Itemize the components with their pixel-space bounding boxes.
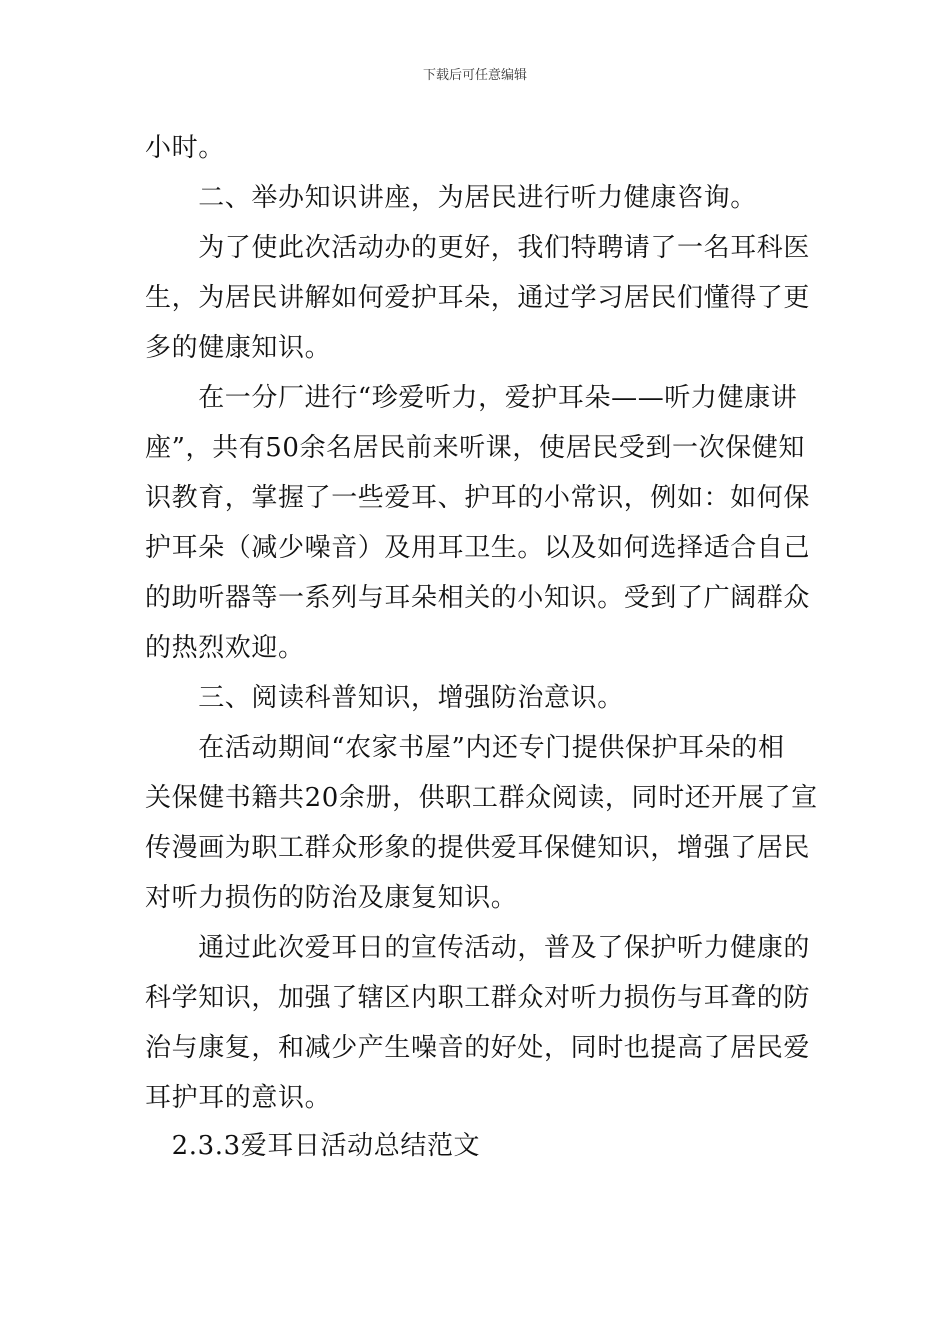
- text-line: 科学知识，加强了辖区内职工群众对听力损伤与耳聋的防: [145, 983, 811, 1013]
- page-header: 下载后可任意编辑: [422, 68, 527, 83]
- text-line: 座”，共有50余名居民前来听课，使居民受到一次保健知: [145, 433, 805, 463]
- text-line: 多的健康知识。: [145, 333, 332, 363]
- text-line: 三、阅读科普知识，增强防治意识。: [145, 683, 624, 713]
- text-line: 为了使此次活动办的更好，我们特聘请了一名耳科医: [145, 233, 811, 263]
- text-line: 的热烈欢迎。: [145, 633, 305, 663]
- text-line: 治与康复，和减少产生噪音的好处，同时也提高了居民爱: [145, 1033, 811, 1063]
- text-line: 二、举办知识讲座，为居民进行听力健康咨询。: [145, 183, 757, 213]
- text-line: 对听力损伤的防治及康复知识。: [145, 883, 518, 913]
- text-line: 通过此次爱耳日的宣传活动，普及了保护听力健康的: [145, 933, 811, 963]
- text-line: 在活动期间“农家书屋”内还专门提供保护耳朵的相: [145, 733, 785, 763]
- text-line: 识教育，掌握了一些爱耳、护耳的小常识，例如：如何保: [145, 483, 811, 513]
- text-line: 在一分厂进行“珍爱听力，爱护耳朵——听力健康讲: [145, 383, 798, 413]
- text-line: 的助听器等一系列与耳朵相关的小知识。受到了广阔群众: [145, 583, 811, 613]
- text-line: 耳护耳的意识。: [145, 1083, 332, 1113]
- text-line: 小时。: [145, 133, 225, 163]
- text-line: 护耳朵（减少噪音）及用耳卫生。以及如何选择适合自己: [145, 533, 811, 563]
- text-line: 生，为居民讲解如何爱护耳朵，通过学习居民们懂得了更: [145, 283, 811, 313]
- section-heading: 2.3.3爱耳日活动总结范文: [145, 1131, 481, 1161]
- text-line: 传漫画为职工群众形象的提供爱耳保健知识，增强了居民: [145, 833, 811, 863]
- text-line: 关保健书籍共20余册，供职工群众阅读，同时还开展了宣: [145, 783, 818, 813]
